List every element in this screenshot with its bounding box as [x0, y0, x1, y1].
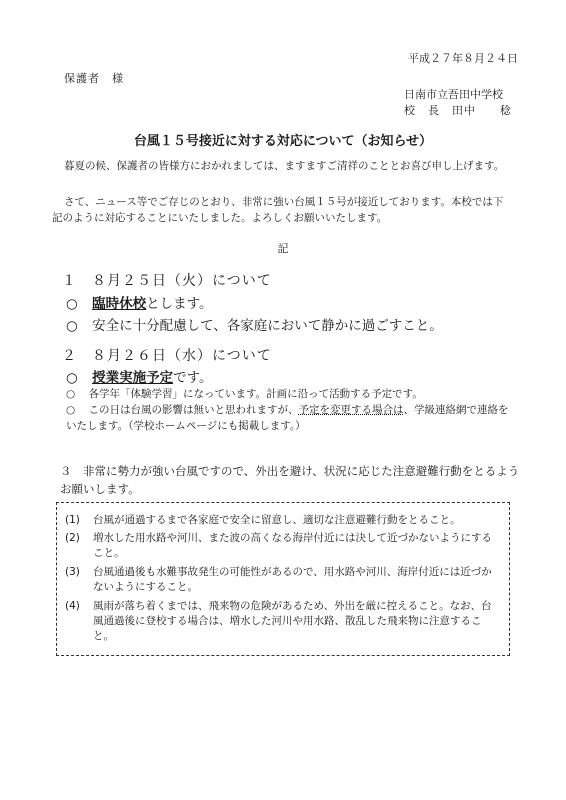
item-number: (2): [65, 532, 80, 544]
section2-item-1: [66, 366, 213, 386]
bullet: ○: [66, 296, 78, 312]
section2-item-2: [66, 386, 423, 401]
ki-heading: 記: [277, 242, 289, 255]
item-number: (4): [65, 600, 80, 612]
precaution-item: [65, 565, 501, 595]
bullet: ○: [66, 318, 78, 334]
precaution-item: [65, 531, 501, 561]
section2-heading: ２ ８月２６日（水）について: [62, 348, 272, 364]
document-title: 台風１５号接近に対する対応について（お知らせ）: [133, 134, 433, 149]
intro-paragraph-2: さて、ニュース等でご存じのとおり、非常に強い台風１５号が接近しております。本校では下記のように対応することにいたしました。よろしくお願いいたします。: [52, 196, 504, 224]
section3-text: ３ 非常に勢力が強い台風ですので、外出を避け、状況に応じた注意避難行動をとるようお願いします。: [60, 464, 520, 496]
bullet: ○: [66, 388, 76, 400]
item-text-post: 、学級連絡網で連絡をいたします。（学校ホームページにも掲載します。）: [66, 404, 509, 432]
precaution-item: [65, 599, 501, 644]
item-text: です。: [173, 370, 213, 386]
item-number: (3): [65, 566, 80, 578]
section1-item-2: [66, 314, 443, 334]
item-text: 増水した用水路や河川、また波の高くなる海岸付近には決して近づかないようにすること。: [93, 532, 492, 559]
precaution-item: [65, 513, 501, 528]
document-date: 平成２７年８月２４日: [408, 52, 518, 65]
item-text-dotted: 予定を変更する場合は: [298, 404, 404, 416]
item-text: 台風が通過するまで各家庭で安全に留意し、適切な注意避難行動をとること。: [93, 514, 461, 526]
section1-heading: １ ８月２５日（火）について: [62, 273, 272, 289]
section2-item-3: [66, 402, 512, 434]
bullet: ○: [66, 404, 76, 416]
item-text-pre: この日は台風の影響は無いと思われますが、: [88, 404, 299, 416]
item-number: (1): [65, 514, 80, 526]
school-name: 日南市立吾田中学校: [404, 88, 503, 101]
precautions-box: [56, 502, 510, 656]
item-text: 各学年「体験学習」になっています。計画に沿って活動する予定です。: [88, 388, 423, 400]
bullet: ○: [66, 370, 78, 386]
principal-name: 校 長 田中 稔: [404, 104, 512, 117]
class-notice: 授業実施予定: [92, 370, 174, 386]
item-text: 台風通過後も水難事故発生の可能性があるので、用水路や河川、海岸付近には近づかないようにすること。: [93, 566, 492, 593]
section1-item-1: [66, 292, 213, 312]
item-text: 風雨が落ち着くまでは、飛来物の危険があるため、外出を厳に控えること。なお、台風通過後に登校する場合は、増水した河川や用水路、散乱した飛来物に注意すること。: [93, 600, 492, 642]
intro-paragraph-1: 暮夏の候、保護者の皆様方におかれましては、ますますご清祥のこととお喜び申し上げます。: [64, 160, 505, 172]
recipient: 保護者 様: [64, 72, 124, 85]
item-text: とします。: [146, 296, 213, 312]
item-text: 安全に十分配慮して、各家庭において静かに過ごすこと。: [92, 318, 443, 334]
closure-notice: 臨時休校: [92, 296, 147, 312]
